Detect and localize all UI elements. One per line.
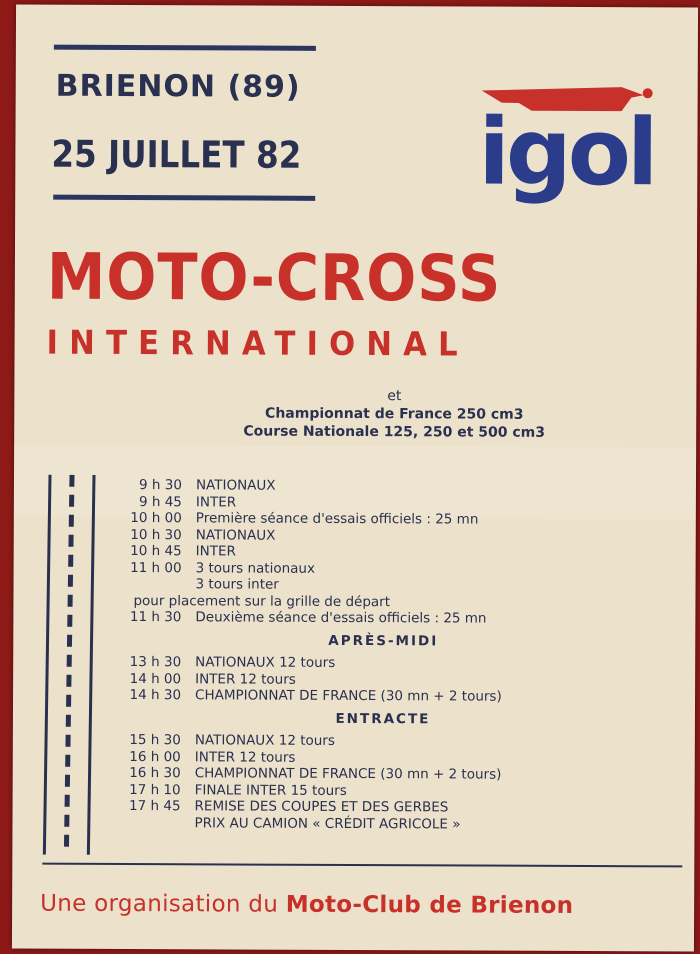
afternoon-heading: APRÈS-MIDI (328, 632, 439, 649)
intro-and: et (387, 388, 402, 405)
schedule-row: 14 h 00 INTER 12 tours (129, 670, 296, 688)
schedule-row: 10 h 45 INTER (130, 543, 236, 560)
intro-line-1: Championnat de France 250 cm3 (265, 405, 524, 423)
schedule-row: 16 h 00 INTER 12 tours (129, 748, 296, 766)
bottom-rule (42, 863, 682, 868)
schedule-row: 16 h 30 CHAMPIONNAT DE FRANCE (30 mn + 2 tours) (129, 765, 502, 783)
schedule-row: 13 h 30 NATIONAUX 12 tours (129, 654, 336, 671)
footer-club: Moto-Club de Brienon (285, 891, 574, 919)
schedule-row: 14 h 30 CHAMPIONNAT DE FRANCE (30 mn + 2 tours) (129, 687, 502, 705)
igol-logo (471, 81, 662, 232)
schedule-row: 17 h 45 REMISE DES COUPES ET DES GERBES (129, 798, 449, 816)
event-date: 25 JUILLET 82 (51, 132, 302, 177)
schedule-row: 3 tours inter (195, 576, 279, 593)
schedule-row: 11 h 00 3 tours nationaux (130, 559, 316, 577)
schedule-row: 17 h 10 FINALE INTER 15 tours (129, 781, 347, 799)
grid-note: pour placement sur la grille de départ (133, 592, 391, 610)
date-rule (53, 195, 315, 201)
schedule-row: 10 h 00 Première séance d'essais officiels : 25 mn (130, 510, 479, 528)
logo-text: igol (478, 98, 655, 207)
main-title: MOTO-CROSS (46, 240, 502, 317)
event-place: BRIENON (89) (55, 68, 301, 105)
track-graphic (40, 475, 102, 855)
schedule-row: 15 h 30 NATIONAUX 12 tours (129, 732, 335, 749)
schedule-row: 9 h 45 INTER (138, 493, 237, 510)
schedule-row: 10 h 30 NATIONAUX (130, 526, 276, 544)
schedule-row: PRIX AU CAMION « CRÉDIT AGRICOLE » (194, 814, 461, 832)
footer (40, 891, 573, 919)
footer-prefix: Une organisation du (40, 890, 279, 918)
intro-line-2: Course Nationale 125, 250 et 500 cm3 (243, 423, 546, 441)
interval-heading: ENTRACTE (335, 710, 431, 727)
schedule-row: 9 h 30 NATIONAUX (139, 477, 276, 494)
subtitle: INTERNATIONAL (46, 322, 469, 364)
poster (12, 5, 698, 952)
schedule-row: 11 h 30 Deuxième séance d'essais officiels : 25 mn (129, 609, 487, 627)
top-rule (54, 45, 316, 51)
schedule (122, 477, 684, 833)
